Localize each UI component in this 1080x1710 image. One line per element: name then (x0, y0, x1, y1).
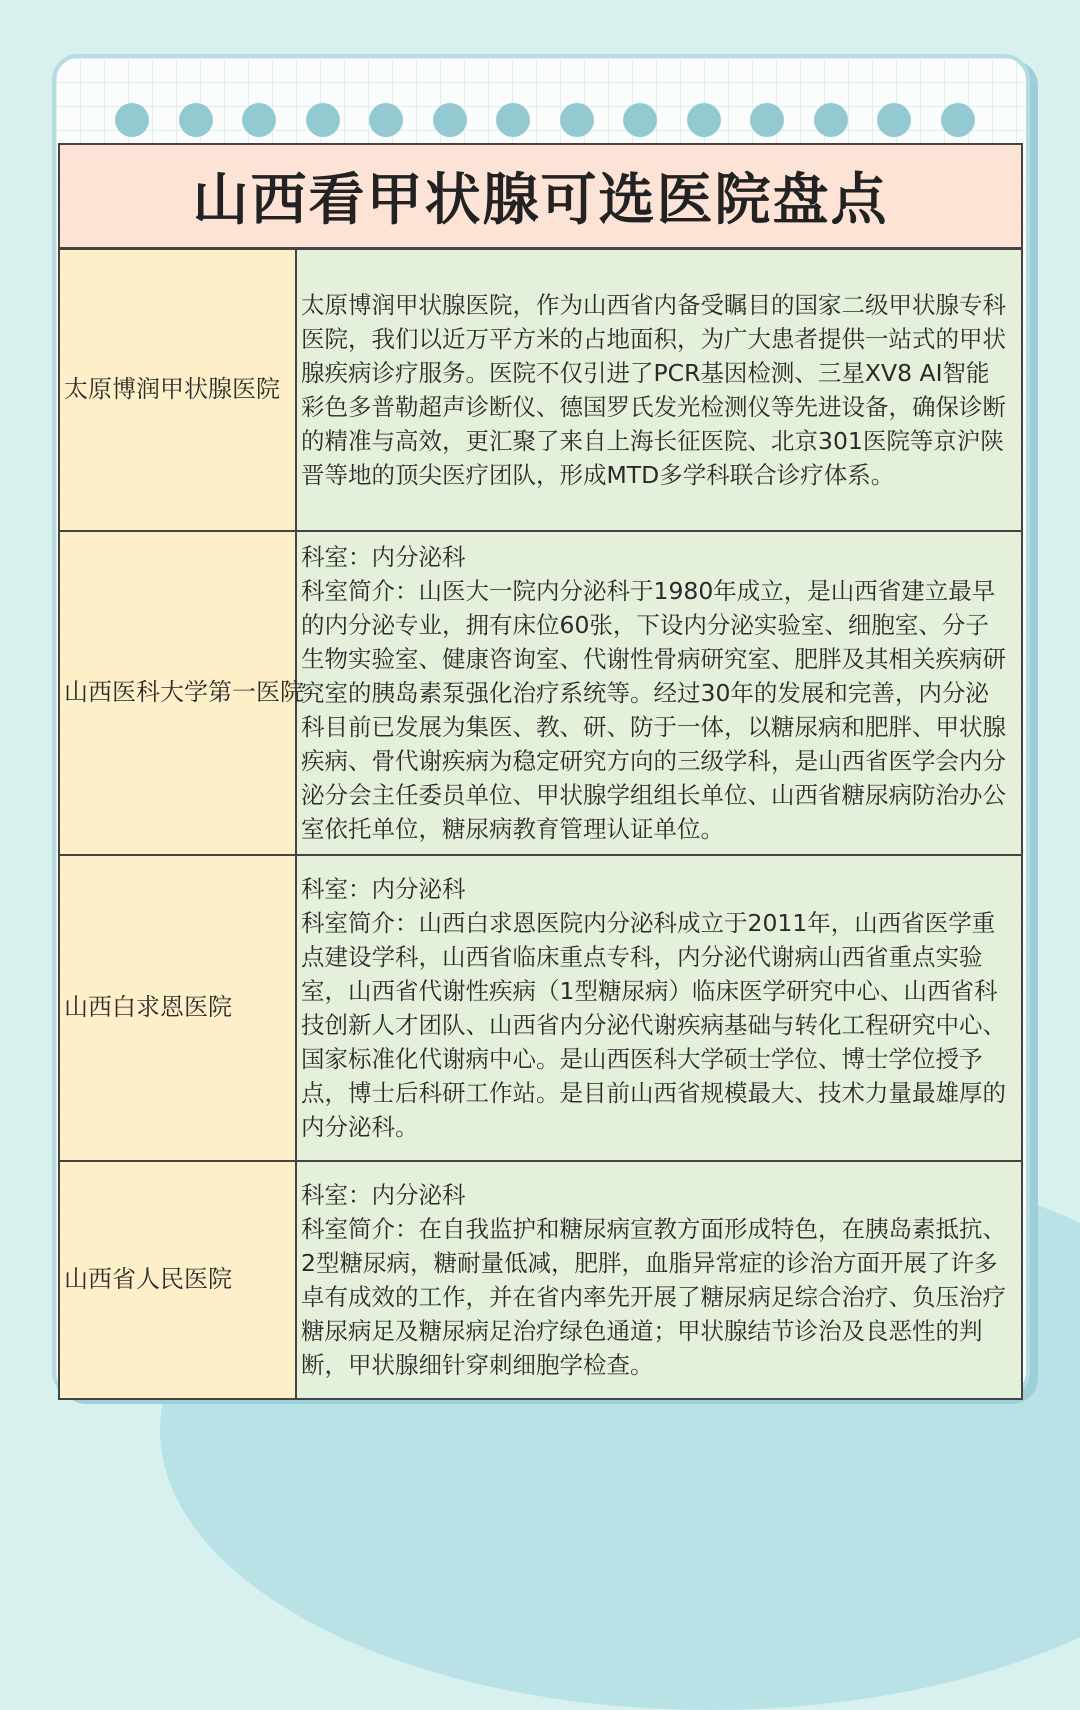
hospital-table (58, 248, 1023, 1400)
binder-hole (306, 103, 340, 137)
hospital-description-cell (296, 531, 1022, 855)
hospital-name: 太原博润甲状腺医院 (59, 249, 296, 531)
binder-hole (687, 103, 721, 137)
department-label: 科室：内分泌科 (301, 1181, 466, 1209)
binder-holes (115, 103, 975, 139)
binder-hole (179, 103, 213, 137)
binder-hole (496, 103, 530, 137)
binder-hole (877, 103, 911, 137)
hospital-description: 太原博润甲状腺医院，作为山西省内备受瞩目的国家二级甲状腺专科医院，我们以近万平方米的占地面积，为广大患者提供一站式的甲状腺疾病诊疗服务。医院不仅引进了PCR基因检测、三星XV8 AI智能彩色多普勒超声诊断仪、德国罗氏发光检测仪等先进设备，确保诊断的精准与高效，更汇聚了来自上海长征医院、北京301医院等京沪陕晋等地的顶尖医疗团队，形成MTD多学科联合诊疗体系。 (301, 291, 1006, 489)
binder-hole (560, 103, 594, 137)
table-row (59, 1161, 1022, 1399)
page-title: 山西看甲状腺可选医院盘点 (58, 143, 1023, 249)
hospital-description: 科室简介：山医大一院内分泌科于1980年成立，是山西省建立最早的内分泌专业，拥有床位60张，下设内分泌实验室、细胞室、分子生物实验室、健康咨询室、代谢性骨病研究室、肥胖及其相关疾病研究室的胰岛素泵强化治疗系统等。经过30年的发展和完善，内分泌科目前已发展为集医、教、研、防于一体，以糖尿病和肥胖、甲状腺疾病、骨代谢疾病为稳定研究方向的三级学科，是山西省医学会内分泌分会主任委员单位、甲状腺学组组长单位、山西省糖尿病防治办公室依托单位，糖尿病教育管理认证单位。 (301, 577, 1006, 843)
table-row (59, 855, 1022, 1161)
hospital-description-cell (296, 1161, 1022, 1399)
binder-hole (941, 103, 975, 137)
binder-hole (750, 103, 784, 137)
binder-hole (369, 103, 403, 137)
hospital-name: 山西白求恩医院 (59, 855, 296, 1161)
hospital-name: 山西省人民医院 (59, 1161, 296, 1399)
department-label: 科室：内分泌科 (301, 875, 466, 903)
binder-hole (814, 103, 848, 137)
hospital-name: 山西医科大学第一医院 (59, 531, 296, 855)
binder-hole (623, 103, 657, 137)
hospital-description: 科室简介：在自我监护和糖尿病宣教方面形成特色，在胰岛素抵抗、2型糖尿病，糖耐量低减，肥胖，血脂异常症的诊治方面开展了许多卓有成效的工作，并在省内率先开展了糖尿病足综合治疗、负压治疗糖尿病足及糖尿病足治疗绿色通道；甲状腺结节诊治及良恶性的判断，甲状腺细针穿刺细胞学检查。 (301, 1215, 1006, 1379)
table-row (59, 531, 1022, 855)
binder-hole (115, 103, 149, 137)
binder-hole (433, 103, 467, 137)
table-row (59, 249, 1022, 531)
hospital-description-cell (296, 249, 1022, 531)
hospital-description: 科室简介：山西白求恩医院内分泌科成立于2011年，山西省医学重点建设学科，山西省临床重点专科，内分泌代谢病山西省重点实验室，山西省代谢性疾病（1型糖尿病）临床医学研究中心、山西省科技创新人才团队、山西省内分泌代谢疾病基础与转化工程研究中心、国家标准化代谢病中心。是山西医科大学硕士学位、博士学位授予点，博士后科研工作站。是目前山西省规模最大、技术力量最雄厚的内分泌科。 (301, 909, 1006, 1141)
hospital-description-cell (296, 855, 1022, 1161)
department-label: 科室：内分泌科 (301, 543, 466, 571)
binder-hole (242, 103, 276, 137)
